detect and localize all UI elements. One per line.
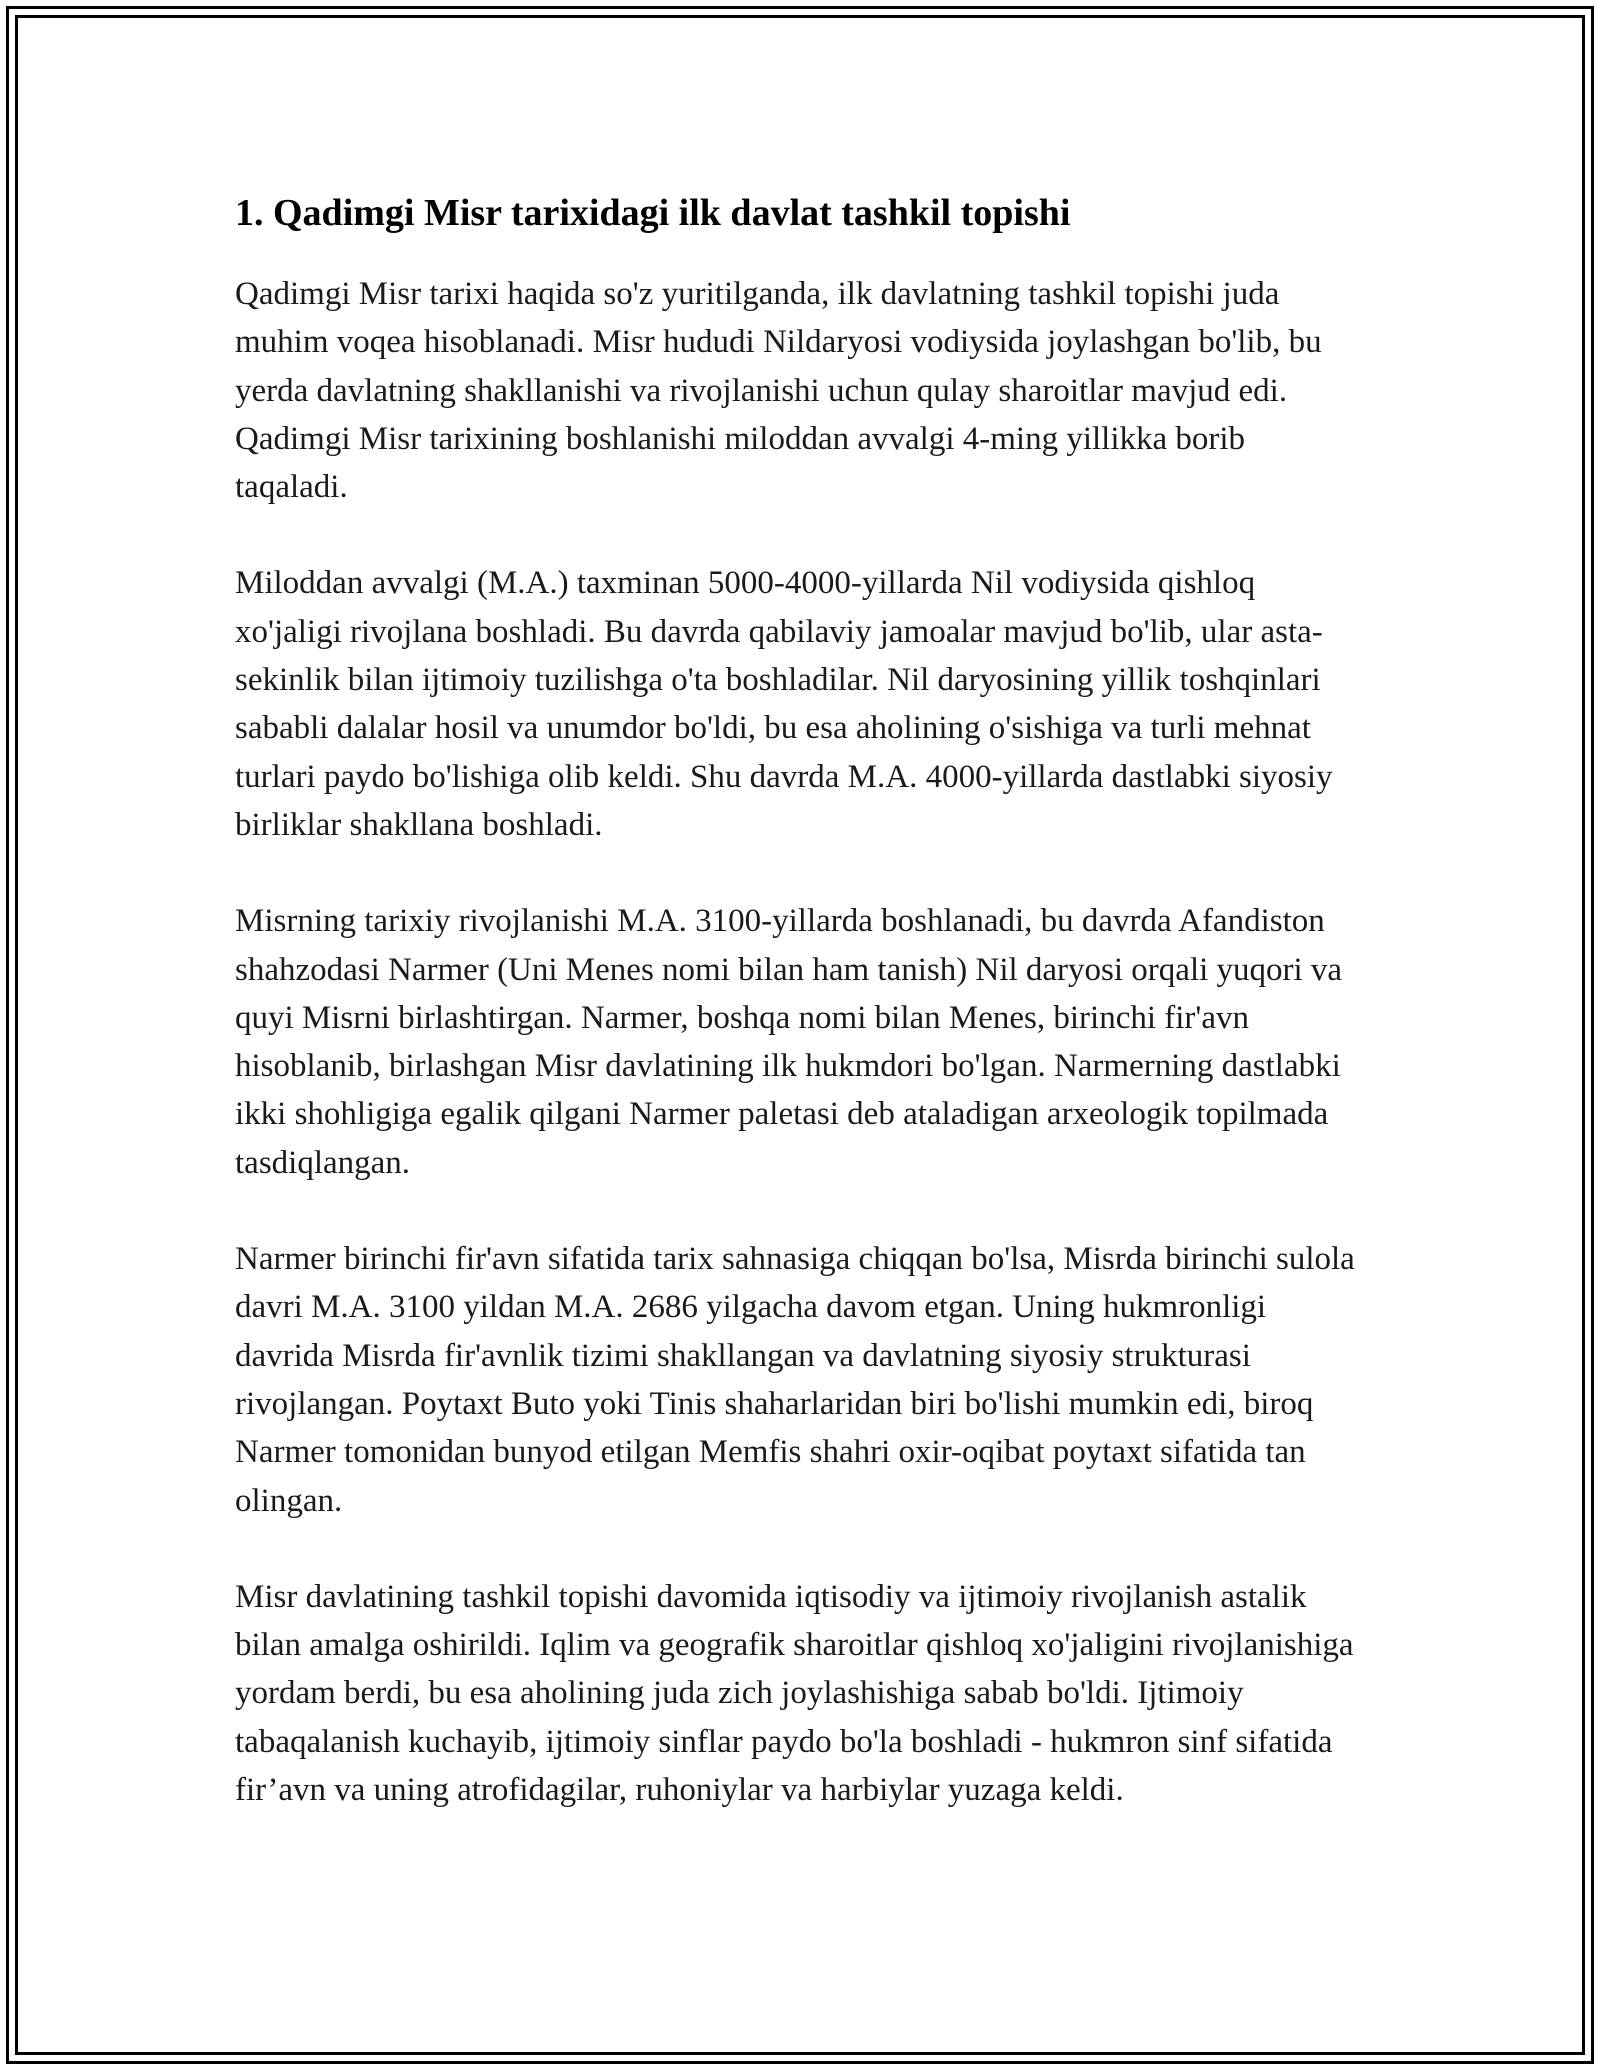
paragraph-4: Narmer birinchi fir'avn sifatida tarix sahnasiga chiqqan bo'lsa, Misrda birinchi sulola davri M.A. 3100 yildan M.A. 2686 yilgacha davom etgan. Uning hukmronligi davrida Misrda fir'avnlik tizimi shakllangan va davlatning siyosiy strukturasi rivojlangan. Poytaxt Buto yoki Tinis shaharlaridan biri bo'lishi mumkin edi, biroq Narmer tomonidan bunyod etilgan Memfis shahri oxir-oqibat poytaxt sifatida tan olingan. [235, 1241, 1355, 1519]
paragraph-2: Miloddan avvalgi (M.A.) taxminan 5000-4000-yillarda Nil vodiysida qishloq xo'jaligi rivojlana boshladi. Bu davrda qabilaviy jamoalar mavjud bo'lib, ular asta-sekinlik bilan ijtimoiy tuzilishga o'ta boshladilar. Nil daryosining yillik toshqinlari sababli dalalar hosil va unumdor bo'ldi, bu esa aholining o'sishiga va turli mehnat turlari paydo bo'lishiga olib keldi. Shu davrda M.A. 4000-yillarda dastlabki siyosiy birliklar shakllana boshladi. [235, 565, 1333, 843]
paragraph-5: Misr davlatining tashkil topishi davomida iqtisodiy va ijtimoiy rivojlanish astalik bilan amalga oshirildi. Iqlim va geografik sharoitlar qishloq xo'jaligini rivojlanishiga yordam berdi, bu esa aholining juda zich joylashishiga sabab bo'ldi. Ijtimoiy tabaqalanish kuchayib, ijtimoiy sinflar paydo bo'la boshladi - hukmron sinf sifatida fir’avn va uning atrofidagilar, ruhoniylar va harbiylar yuzaga keldi. [235, 1578, 1354, 1809]
section-title: 1. Qadimgi Misr tarixidagi ilk davlat tashkil topishi [235, 192, 1071, 234]
paragraph-1: Qadimgi Misr tarixi haqida so'z yuritilganda, ilk davlatning tashkil topishi juda muhim voqea hisoblanadi. Misr hududi Nildaryosi vodiysida joylashgan bo'lib, bu yerda davlatning shakllanishi va rivojlanishi uchun qulay sharoitlar mavjud edi. Qadimgi Misr tarixining boshlanishi miloddan avvalgi 4-ming yillikka borib taqaladi. [235, 276, 1322, 506]
paragraph-3: Misrning tarixiy rivojlanishi M.A. 3100-yillarda boshlanadi, bu davrda Afandiston shahzodasi Narmer (Uni Menes nomi bilan ham tanish) Nil daryosi orqali yuqori va quyi Misrni birlashtirgan. Narmer, boshqa nomi bilan Menes, birinchi fir'avn hisoblanib, birlashgan Misr davlatining ilk hukmdori bo'lgan. Narmerning dastlabki ikki shohligiga egalik qilgani Narmer paletasi deb ataladigan arxeologik topilmada tasdiqlangan. [235, 903, 1343, 1181]
document-body [235, 184, 1365, 1814]
